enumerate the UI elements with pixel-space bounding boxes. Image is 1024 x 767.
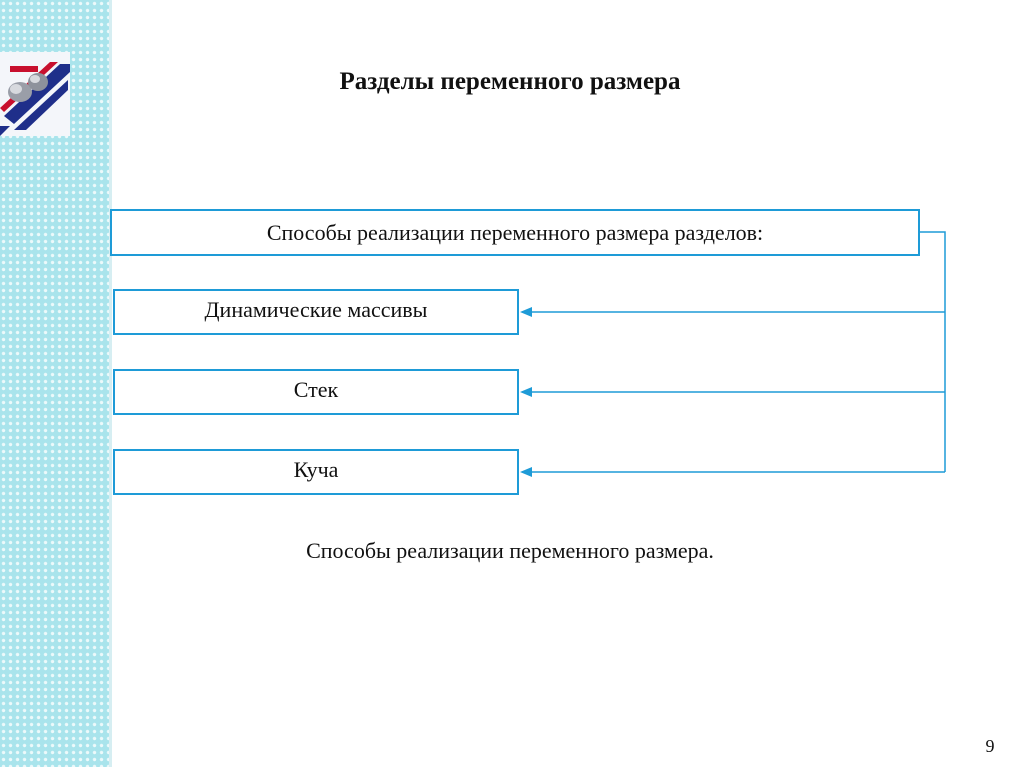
item-box-label: Куча (293, 457, 339, 482)
item-box-label: Стек (293, 377, 339, 402)
slide-title: Разделы переменного размера (339, 68, 681, 95)
page-number: 9 (985, 736, 995, 756)
root-box-label: Способы реализации переменного размера разделов: (266, 219, 764, 245)
item-box-label: Динамические массивы (204, 297, 428, 322)
connector-trunk (920, 232, 945, 472)
arrow-head-dynamic-arrays (520, 307, 532, 317)
arrow-head-stack (520, 387, 532, 397)
diagram-caption: Способы реализации переменного размера. (306, 538, 714, 563)
arrow-head-heap (520, 467, 532, 477)
